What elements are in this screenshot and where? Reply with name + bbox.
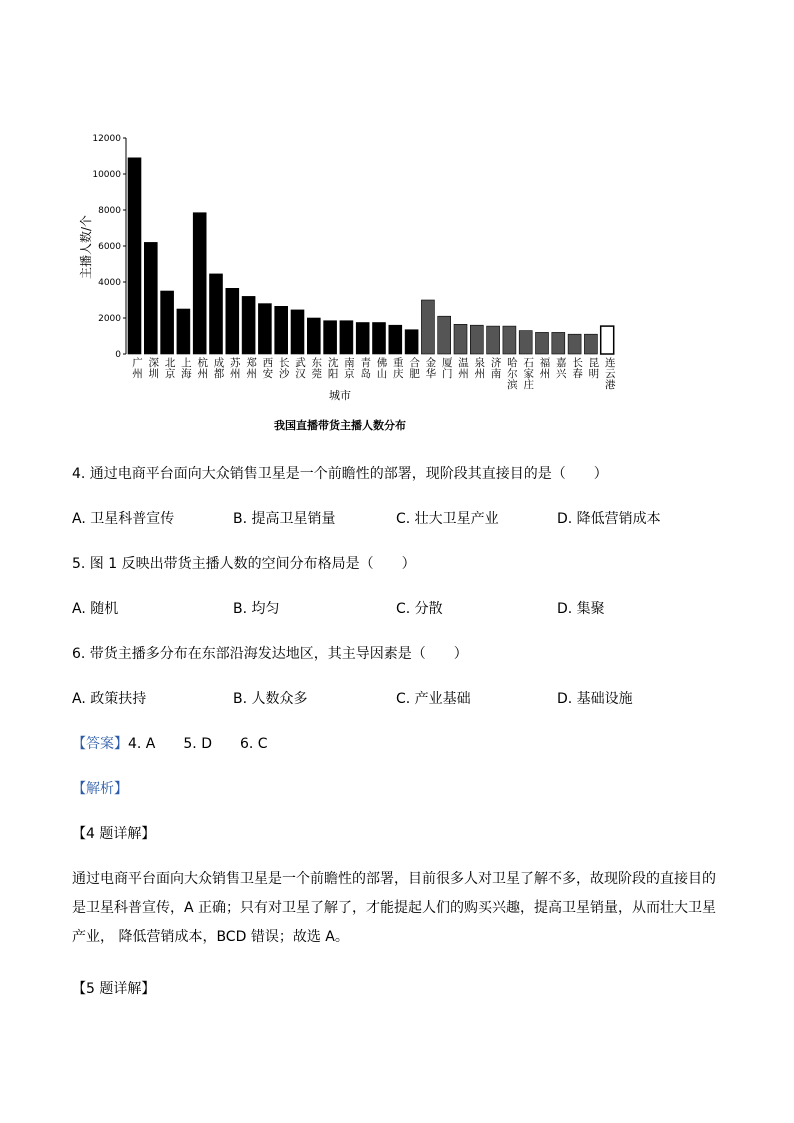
bar — [210, 274, 223, 354]
question-6-stem: 6. 带货主播多分布在东部沿海发达地区，其主导因素是（ ） — [72, 646, 468, 662]
bar — [340, 321, 353, 354]
bar — [226, 288, 239, 354]
y-tick-label: 0 — [115, 350, 121, 360]
x-tick-label: 济南 — [490, 357, 502, 380]
bar — [373, 323, 386, 355]
x-tick-label: 成都 — [213, 357, 225, 380]
x-tick-label: 东莞 — [311, 357, 323, 380]
bar — [421, 300, 434, 354]
bar — [454, 324, 467, 354]
answer-line — [72, 735, 268, 753]
y-tick-label: 4000 — [98, 278, 121, 288]
bar — [487, 326, 500, 354]
x-tick-label: 广州 — [132, 357, 143, 380]
x-axis-label: 城市 — [329, 389, 351, 402]
q4-option-d: D. 降低营销成本 — [557, 511, 661, 527]
q4-option-b: B. 提高卫星销量 — [233, 511, 336, 527]
bar — [438, 316, 451, 354]
y-tick-label: 8000 — [98, 206, 121, 216]
x-tick-label: 佛山 — [376, 357, 388, 380]
q6-option-b: B. 人数众多 — [233, 691, 308, 707]
bar — [177, 309, 190, 354]
bar — [503, 326, 516, 354]
detail-4-text: 通过电商平台面向大众销售卫星是一个前瞻性的部署，目前很多人对卫星了解不多，故现阶段的直接目的是卫星科普宣传，A 正确；只有对卫星了解了，才能提起人们的购买兴趣，提高卫星销量，从而壮大卫星产业， 降低营销成本，BCD 错误；故选 A。 — [72, 871, 717, 945]
y-tick-label: 12000 — [92, 134, 121, 144]
question-4-stem: 4. 通过电商平台面向大众销售卫星是一个前瞻性的部署，现阶段其直接目的是（ ） — [72, 466, 608, 482]
question-5-stem: 5. 图 1 反映出带货主播人数的空间分布格局是（ ） — [72, 556, 416, 572]
x-tick-label: 苏州 — [230, 357, 241, 380]
q5-option-c: C. 分散 — [396, 601, 443, 617]
x-tick-label: 长春 — [572, 357, 583, 380]
x-tick-label: 北京 — [164, 357, 176, 380]
y-axis-label: 主播人数/个 — [79, 214, 93, 280]
bar — [601, 326, 614, 354]
bar — [161, 291, 174, 354]
q4-option-c: C. 壮大卫星产业 — [396, 511, 499, 527]
answer-label: 【答案】 — [72, 736, 128, 752]
bar — [470, 325, 483, 354]
x-tick-label: 福州 — [539, 357, 551, 380]
q6-option-a: A. 政策扶持 — [72, 691, 147, 707]
x-tick-label: 厦门 — [441, 357, 453, 380]
y-tick-label: 2000 — [98, 314, 121, 324]
y-tick-label: 10000 — [92, 170, 121, 180]
x-tick-label: 长沙 — [278, 357, 290, 380]
q6-option-d: D. 基础设施 — [557, 691, 633, 707]
city-anchor-bar-chart — [70, 120, 630, 450]
x-tick-label: 上海 — [181, 357, 192, 380]
q5-option-b: B. 均匀 — [233, 601, 280, 617]
bar — [307, 318, 320, 354]
bar — [568, 334, 581, 354]
x-tick-label: 昆明 — [588, 357, 600, 380]
x-tick-label: 重庆 — [393, 357, 404, 380]
bar — [536, 332, 549, 354]
x-tick-label: 哈尔滨 — [507, 357, 518, 391]
x-tick-label: 青岛 — [360, 357, 371, 380]
bar — [405, 330, 418, 354]
detail-5-label: 【5 题详解】 — [72, 981, 156, 997]
bar — [258, 304, 271, 354]
x-tick-label: 泉州 — [474, 357, 486, 380]
bar — [144, 242, 157, 354]
x-tick-label: 合肥 — [409, 357, 420, 380]
x-tick-label: 温州 — [458, 357, 469, 380]
bar — [242, 296, 255, 354]
x-tick-label: 武汉 — [295, 357, 306, 380]
y-tick-label: 6000 — [98, 242, 121, 252]
x-tick-label: 连云港 — [604, 357, 616, 391]
bar — [128, 158, 141, 354]
bar — [584, 334, 597, 354]
chart-title: 我国直播带货主播人数分布 — [274, 419, 406, 432]
x-tick-label: 沈阳 — [327, 357, 339, 380]
x-tick-label: 南京 — [344, 357, 355, 380]
x-tick-label: 深圳 — [148, 357, 160, 380]
answer-text: 4. A 5. D 6. C — [128, 736, 268, 752]
analysis-label: 【解析】 — [72, 781, 128, 797]
bar — [324, 321, 337, 354]
q4-option-a: A. 卫星科普宣传 — [72, 511, 175, 527]
q6-option-c: C. 产业基础 — [396, 691, 471, 707]
x-tick-label: 杭州 — [197, 357, 208, 380]
bar — [389, 325, 402, 354]
q5-option-a: A. 随机 — [72, 601, 119, 617]
bar — [552, 332, 565, 354]
x-tick-label: 西安 — [262, 357, 274, 380]
bar — [193, 213, 206, 354]
bar — [275, 306, 288, 354]
x-tick-labels — [132, 356, 616, 391]
x-tick-label: 郑州 — [246, 357, 257, 380]
bar — [291, 310, 304, 354]
bars — [128, 158, 614, 354]
y-axis — [92, 134, 126, 360]
x-tick-label: 嘉兴 — [556, 357, 567, 380]
bar — [519, 331, 532, 354]
q5-option-d: D. 集聚 — [557, 601, 605, 617]
x-tick-label: 金华 — [425, 357, 437, 380]
detail-4-label: 【4 题详解】 — [72, 826, 156, 842]
x-tick-label: 石家庄 — [523, 357, 534, 391]
bar — [356, 323, 369, 355]
